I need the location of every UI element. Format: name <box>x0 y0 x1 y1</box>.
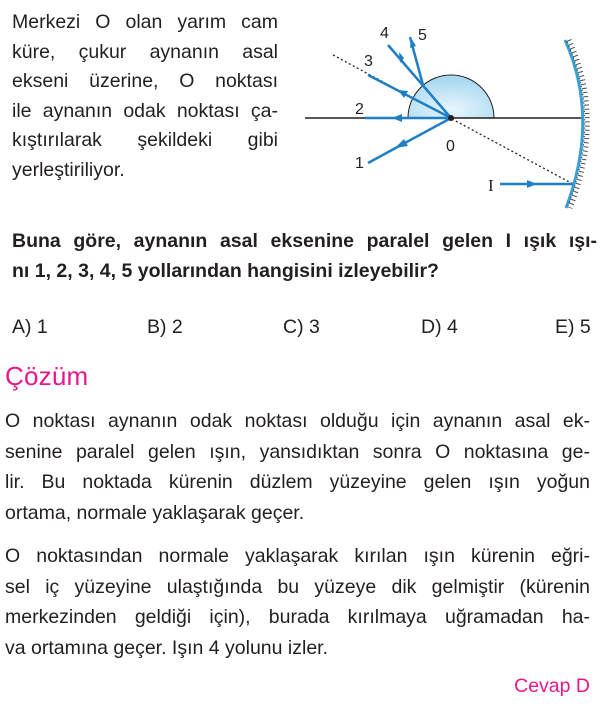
label-incident-ray: I <box>488 176 494 195</box>
solution-line: O noktası aynanın odak noktası olduğu için aynanın asal ek- <box>5 410 590 432</box>
question-line: nı 1, 2, 3, 4, 5 yollarından hangisini izleyebilir? <box>12 260 439 282</box>
label-point-O: 0 <box>446 138 455 155</box>
label-ray-4: 4 <box>380 25 389 42</box>
solution-line: sel iç yüzeyine ulaştığında bu yüzeye dik gelmiştir (kürenin <box>5 575 590 598</box>
solution-line: va ortamına geçer. Işın 4 yolunu izler. <box>5 636 329 659</box>
label-ray-5: 5 <box>418 27 427 44</box>
question-text <box>12 226 597 286</box>
ray-1 <box>368 118 451 163</box>
answer-label: Cevap D <box>514 675 590 697</box>
intro-line: yerleştiriliyor. <box>12 158 125 181</box>
solution-line: lir. Bu noktada kürenin düzlem yüzeyine gelen ışın yoğun <box>5 471 590 493</box>
intro-line: kıştırılarak şekildeki gibi <box>12 129 278 151</box>
label-ray-3: 3 <box>364 53 373 70</box>
option-b[interactable]: B) 2 <box>147 316 183 338</box>
solution-paragraph-1 <box>5 406 590 528</box>
problem-intro <box>12 8 278 185</box>
optics-diagram <box>290 10 606 220</box>
intro-line: ile aynanın odak noktası ça- <box>12 99 278 122</box>
question-line: Buna göre, aynanın asal eksenine paralel gelen I ışık ışı- <box>12 230 597 252</box>
intro-line: ekseni üzerine, O noktası <box>12 70 278 92</box>
solution-paragraph-2 <box>5 541 590 663</box>
solution-line: senine paralel gelen ışın, yansıdıktan sonra O noktasına ge- <box>5 440 590 463</box>
option-c[interactable]: C) 3 <box>283 316 320 338</box>
option-d[interactable]: D) 4 <box>421 316 458 338</box>
focal-point-O <box>448 115 454 121</box>
solution-line: merkezinden geldiği için), burada kırılmaya uğramadan ha- <box>5 606 590 628</box>
solution-line: O noktasından normale yaklaşarak kırılan ışın kürenin eğri- <box>5 545 590 567</box>
option-a[interactable]: A) 1 <box>12 316 48 338</box>
label-ray-2: 2 <box>355 101 364 118</box>
solution-heading: Çözüm <box>5 361 89 391</box>
intro-line: Merkezi O olan yarım cam <box>12 11 278 33</box>
option-e[interactable]: E) 5 <box>555 316 591 338</box>
solution-line: ortama, normale yaklaşarak geçer. <box>5 501 305 524</box>
label-ray-1: 1 <box>355 155 364 172</box>
answer-options <box>12 316 597 342</box>
intro-line: küre, çukur aynanın asal <box>12 40 278 63</box>
